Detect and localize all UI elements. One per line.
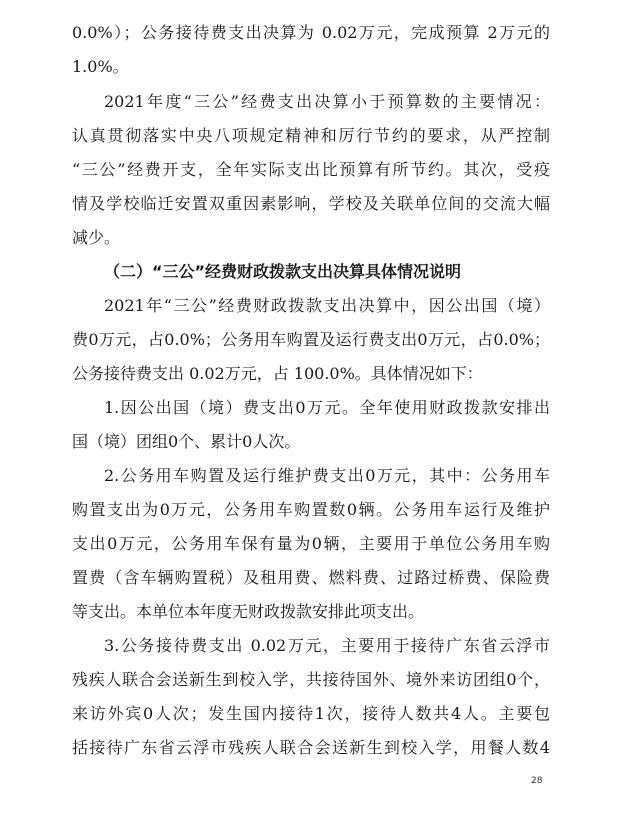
section-heading: （二）“三公”经费财政拨款支出决算具体情况说明 bbox=[104, 262, 462, 281]
body-line: “三公”经费开支，全年实际支出比预算有所节约。其次，受疫 bbox=[72, 160, 550, 179]
body-line: 2021年“三公”经费财政拨款支出决算中，因公出国（境） bbox=[104, 296, 550, 315]
body-line: 2.公务用车购置及运行维护费支出0万元，其中：公务用车 bbox=[104, 466, 550, 485]
body-line: 公务接待费支出 0.02万元，占 100.0%。具体情况如下： bbox=[72, 364, 483, 383]
body-line: 购置支出为0万元，公务用车购置数0辆。公务用车运行及维护 bbox=[72, 500, 550, 519]
body-line: 支出0万元，公务用车保有量为0辆，主要用于单位公务用车购 bbox=[72, 534, 550, 553]
body-line: 情及学校临迁安置双重因素影响，学校及关联单位间的交流大幅 bbox=[72, 194, 550, 213]
page-number: 28 bbox=[531, 776, 543, 786]
body-line: 国（境）团组0个、累计0人次。 bbox=[72, 432, 301, 451]
body-line: 1.因公出国（境）费支出0万元。全年使用财政拨款安排出 bbox=[104, 398, 550, 417]
body-line: 等支出。本单位本年度无财政拨款安排此项支出。 bbox=[72, 602, 425, 621]
body-line: 认真贯彻落实中央八项规定精神和厉行节约的要求，从严控制 bbox=[72, 126, 550, 145]
body-line: 1.0%。 bbox=[72, 57, 129, 76]
body-line: 置费（含车辆购置税）及租用费、燃料费、过路过桥费、保险费 bbox=[72, 568, 550, 587]
body-line: 来访外宾0人次；发生国内接待1次，接待人数共4人。主要包 bbox=[72, 704, 550, 723]
body-line: 括接待广东省云浮市残疾人联合会送新生到校入学，用餐人数4 bbox=[72, 738, 550, 757]
body-line: 减少。 bbox=[72, 228, 121, 247]
body-line: 费0万元，占0.0%；公务用车购置及运行费支出0万元，占0.0%； bbox=[72, 330, 550, 349]
body-line: 3.公务接待费支出 0.02万元，主要用于接待广东省云浮市 bbox=[104, 636, 550, 655]
body-line: 2021年度“三公”经费支出决算小于预算数的主要情况： bbox=[104, 92, 550, 111]
body-line: 0.0%）；公务接待费支出决算为 0.02万元，完成预算 2万元的 bbox=[72, 23, 550, 42]
body-line: 残疾人联合会送新生到校入学，共接待国外、境外来访团组0个， bbox=[72, 670, 550, 689]
